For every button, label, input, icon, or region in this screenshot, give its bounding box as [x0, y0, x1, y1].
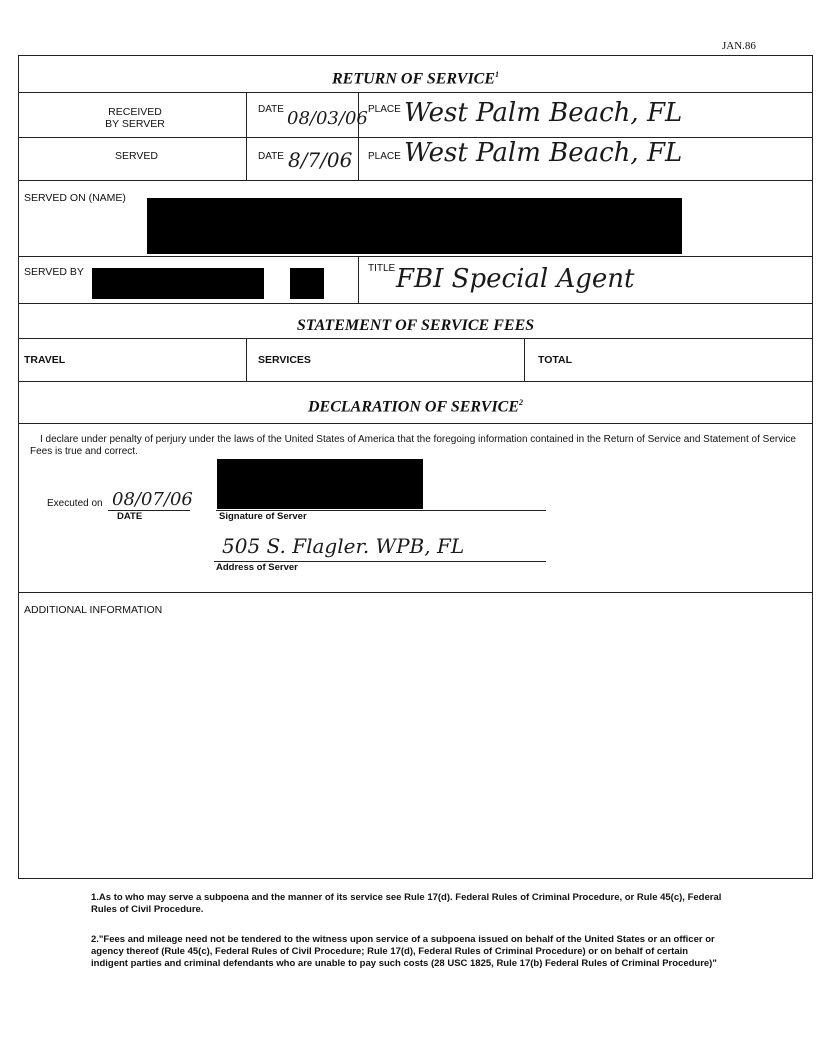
- served-by-redaction-1: [92, 268, 264, 299]
- services-label: SERVICES: [258, 354, 311, 366]
- form-code: JAN.86: [722, 40, 756, 52]
- row-divider: [18, 92, 813, 93]
- row-divider: [18, 381, 813, 382]
- received-by-server-label: RECEIVED BY SERVER: [105, 106, 165, 130]
- travel-label: TRAVEL: [24, 354, 66, 366]
- col-divider-date: [246, 92, 247, 180]
- frame-left-line: [18, 55, 19, 879]
- row-divider: [18, 592, 813, 593]
- frame-top-line: [18, 55, 813, 56]
- served-label: SERVED: [115, 150, 158, 162]
- received-place-label: PLACE: [368, 104, 401, 115]
- return-of-service-title: [18, 70, 813, 88]
- executed-on-label: Executed on: [47, 498, 103, 509]
- col-divider-total: [524, 338, 525, 381]
- title-label: TITLE: [368, 263, 396, 274]
- served-on-name-redaction: [147, 198, 682, 254]
- declaration-footnote-marker: 2: [519, 398, 524, 407]
- declaration-text: I declare under penalty of perjury under the laws of the United States of America that the foregoing information contained in the Return of Service and Statement of Service Fees is true and correct.: [30, 434, 796, 457]
- served-place-value[interactable]: West Palm Beach, FL: [404, 138, 683, 168]
- served-on-name-label: SERVED ON (NAME): [24, 192, 126, 204]
- row-divider: [18, 180, 813, 181]
- col-divider-place: [358, 92, 359, 180]
- row-divider: [18, 303, 813, 304]
- col-divider-services: [246, 338, 247, 381]
- row-divider: [18, 256, 813, 257]
- service-fees-title: STATEMENT OF SERVICE FEES: [296, 317, 535, 334]
- signature-of-server-label: Signature of Server: [219, 511, 307, 522]
- row-divider: [18, 338, 813, 339]
- executed-date-value[interactable]: 08/07/06: [112, 489, 193, 510]
- signature-redaction: [217, 459, 423, 509]
- served-by-redaction-2: [290, 268, 324, 299]
- declaration-title: [18, 398, 813, 416]
- col-divider-title: [358, 256, 359, 304]
- served-by-label: SERVED BY: [24, 266, 84, 278]
- frame-right-line: [812, 55, 813, 879]
- executed-date-caption: DATE: [117, 511, 143, 522]
- total-label: TOTAL: [538, 354, 573, 366]
- additional-information-label: ADDITIONAL INFORMATION: [24, 604, 163, 616]
- footnote-1: 1.As to who may serve a subpoena and the manner of its service see Rule 17(d). Federal Rules of Criminal Procedure, or Rule 45(c), Federal Rules of Civil Procedure.: [91, 892, 722, 915]
- frame-bottom-line: [18, 878, 813, 879]
- footnote-2: 2."Fees and mileage need not be tendered to the witness upon service of a subpoena issued on behalf of the United States or an officer or agency thereof (Rule 45(c), Federal Rules of Civil Procedure; Rule 17(d), Federal Rules of Criminal Procedure) or on behalf of certain indigent parties and criminal defendants who are unable to pay such costs (28 USC 1825, Rule 17(b) Federal Rules of Criminal Procedure)": [91, 934, 717, 969]
- served-date-value[interactable]: 8/7/06: [288, 148, 353, 172]
- received-date-value[interactable]: 08/03/06: [287, 108, 368, 129]
- address-of-server-label: Address of Server: [216, 562, 298, 573]
- served-place-label: PLACE: [368, 151, 401, 162]
- address-value[interactable]: 505 S. Flagler. WPB, FL: [222, 534, 465, 558]
- declaration-title-text: DECLARATION OF SERVICE: [307, 398, 520, 416]
- received-place-value[interactable]: West Palm Beach, FL: [404, 98, 683, 128]
- title-value[interactable]: FBI Special Agent: [396, 264, 635, 294]
- received-date-label: DATE: [258, 104, 284, 115]
- served-date-label: DATE: [258, 151, 284, 162]
- return-of-service-footnote-marker: 1: [495, 70, 500, 79]
- return-of-service-title-text: RETURN OF SERVICE: [331, 70, 496, 88]
- row-divider: [18, 423, 813, 424]
